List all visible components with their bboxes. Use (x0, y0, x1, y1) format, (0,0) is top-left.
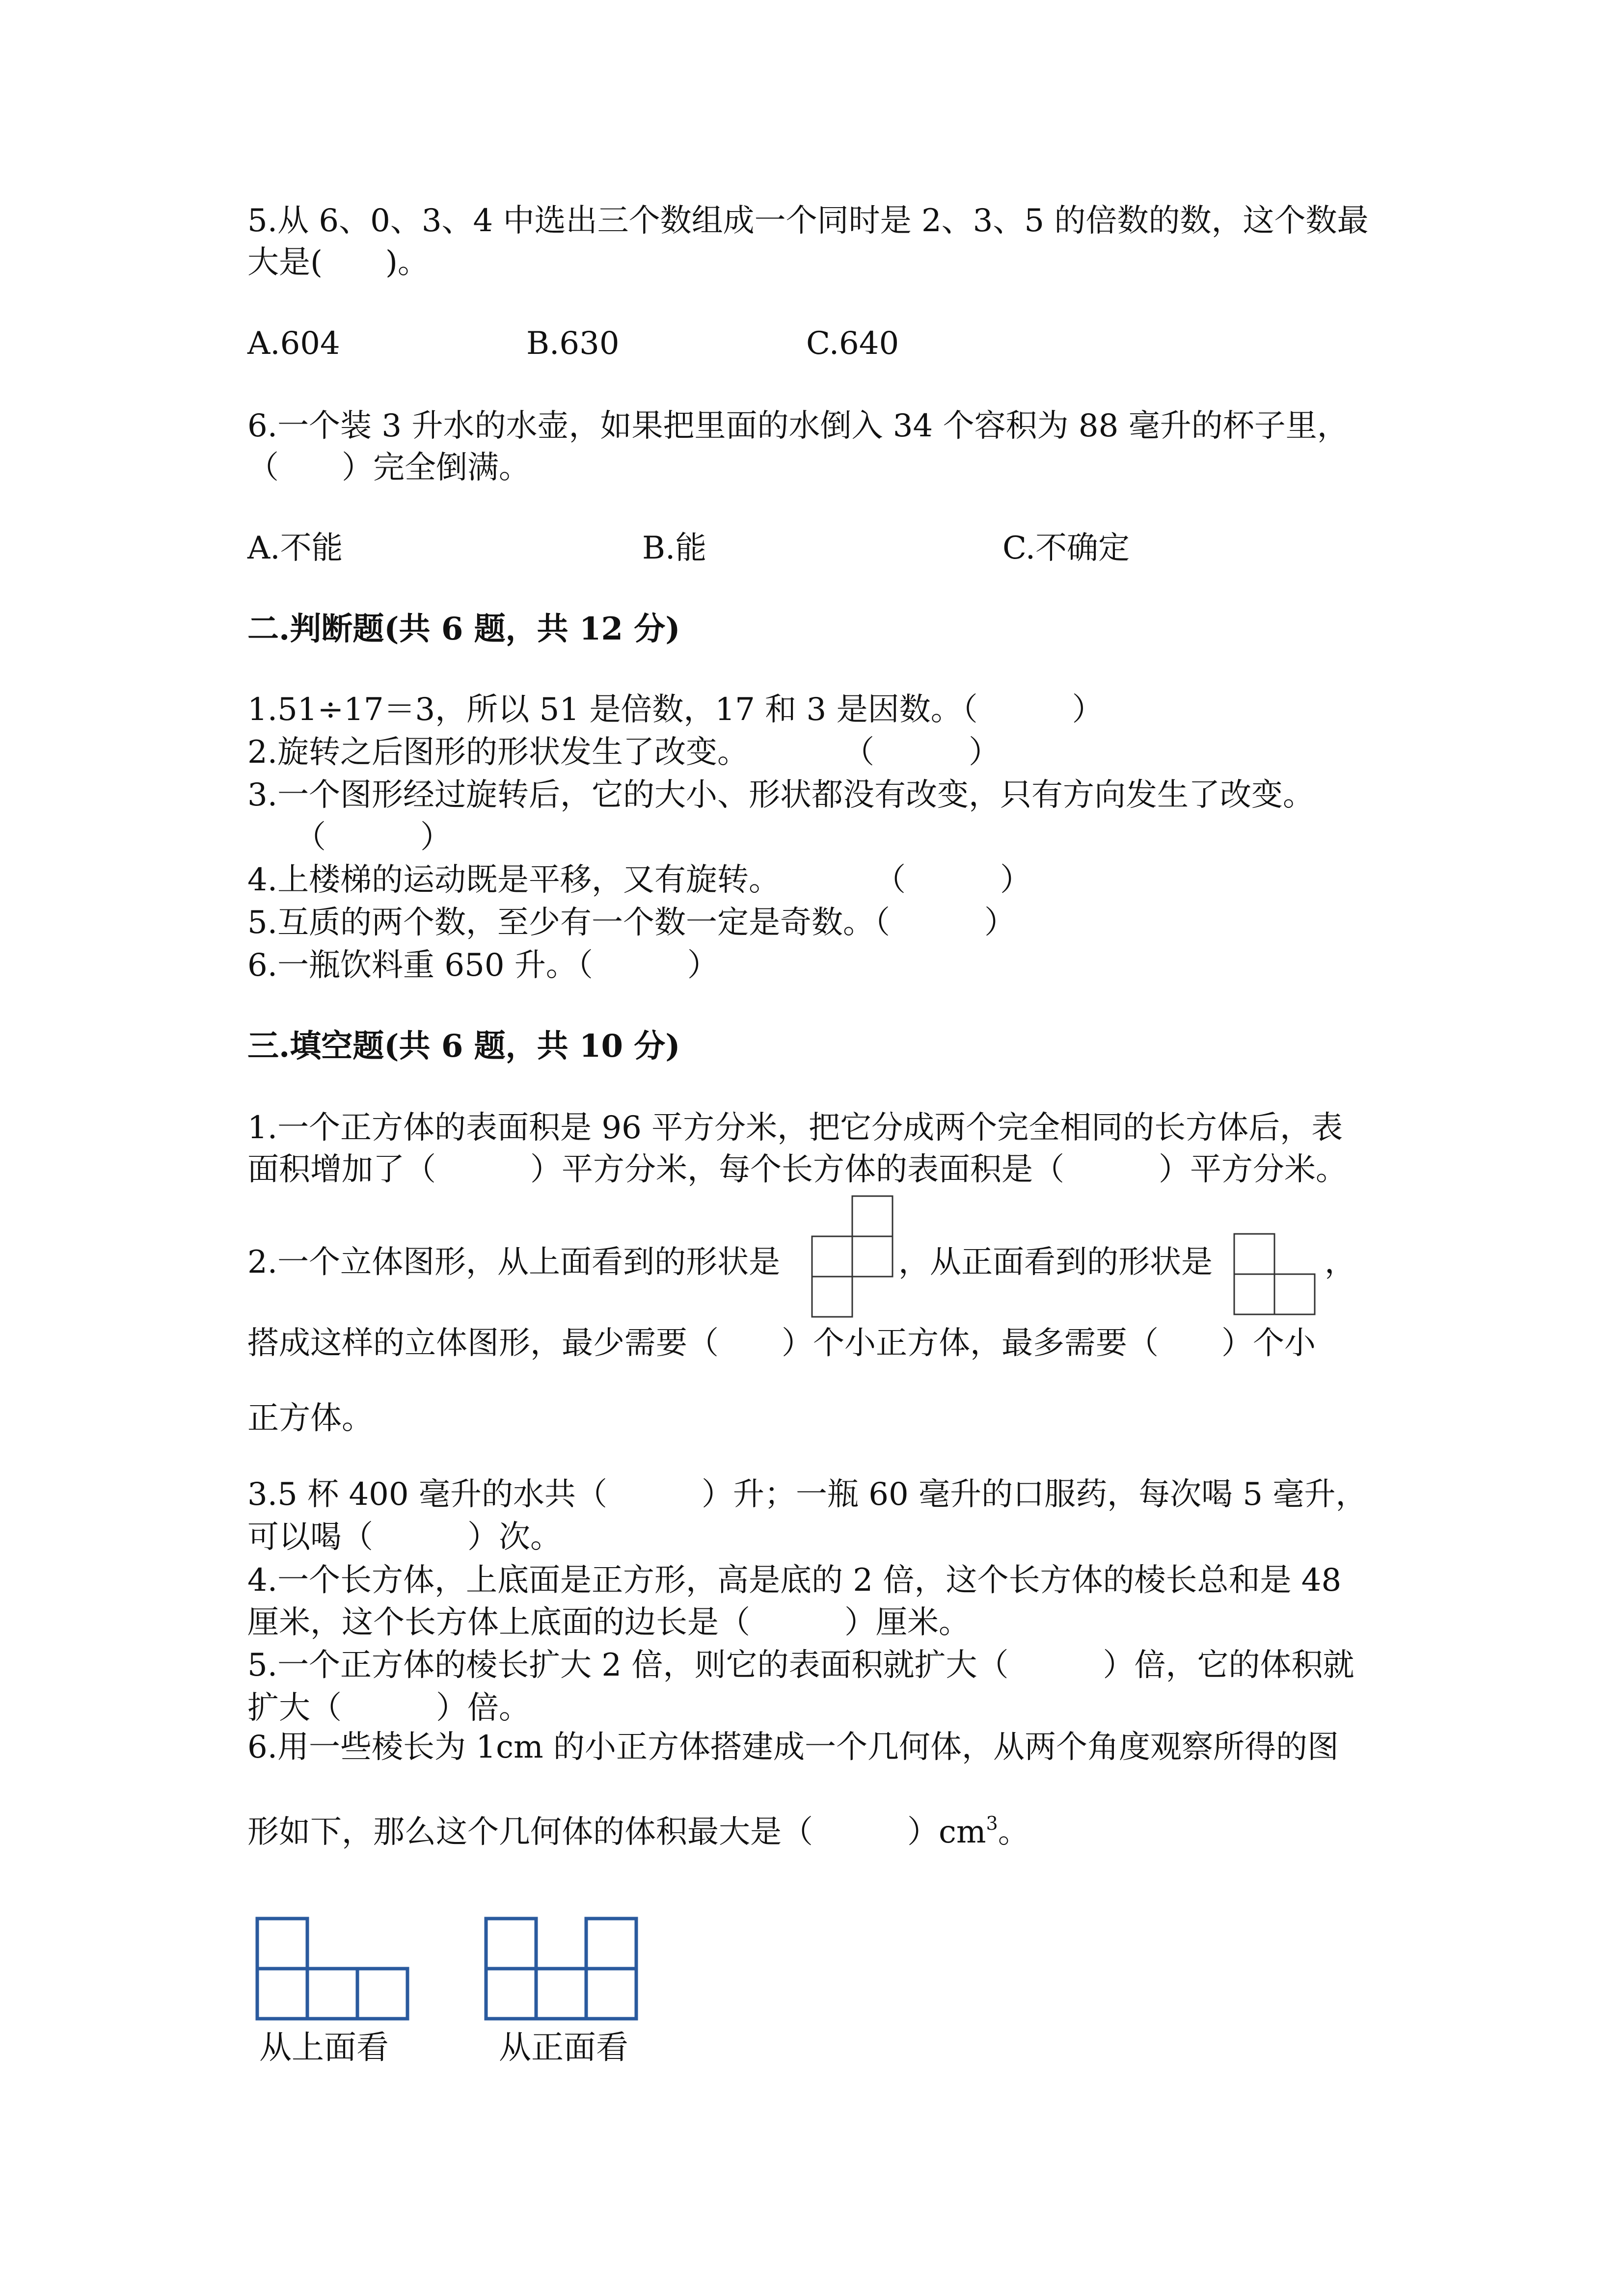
judge-item-5: 5.互质的两个数，至少有一个数一定是奇数。（ ） (247, 905, 1016, 941)
fill-q2-line3: 正方体。 (247, 1400, 373, 1437)
front-view-cell (586, 1969, 636, 2019)
inline-front-view-cell (1234, 1234, 1274, 1274)
judge-item-2: 2.旋转之后图形的形状发生了改变。 （ ） (247, 734, 1001, 771)
cubic-superscript: 3 (986, 1813, 998, 1834)
fill-q2-line2: 搭成这样的立体图形，最少需要（ ）个小正方体，最多需要（ ）个小 (247, 1325, 1316, 1362)
inline-top-view-cell (812, 1236, 852, 1277)
fill-q2-part2: ，从正面看到的形状是 (898, 1244, 1213, 1281)
fill-q5-line1: 5.一个正方体的棱长扩大 2 倍，则它的表面积就扩大（ ）倍，它的体积就 (247, 1647, 1354, 1683)
choice-q5-line1: 5.从 6、0、3、4 中选出三个数组成一个同时是 2、3、5 的倍数的数，这个数最 (247, 203, 1369, 239)
judge-item-3-bracket: （ ） (247, 819, 452, 855)
inline-front-view-cell (1234, 1274, 1274, 1314)
fill-q4-line2: 厘米，这个长方体上底面的边长是（ ）厘米。 (247, 1604, 970, 1641)
front-view-cell (486, 1969, 536, 2019)
front-view-label: 从正面看 (499, 2029, 628, 2066)
fill-q6-line2-end: 。 (998, 1814, 1029, 1850)
judge-section-title: 二.判断题(共 6 题，共 12 分) (247, 611, 680, 647)
fill-q5-line2: 扩大（ ）倍。 (247, 1690, 530, 1726)
top-view-figure (255, 1917, 410, 2023)
choice-q6-line2: （ ）完全倒满。 (247, 450, 530, 486)
choice-q5-option-b: B.630 (526, 325, 620, 362)
judge-item-3: 3.一个图形经过旋转后，它的大小、形状都没有改变，只有方向发生了改变。 (247, 777, 1315, 813)
top-view-label: 从上面看 (259, 2029, 389, 2066)
front-view-figure (484, 1917, 639, 2023)
fill-q2-part1: 2.一个立体图形，从上面看到的形状是 (247, 1244, 781, 1281)
fill-q3-line1: 3.5 杯 400 毫升的水共（ ）升；一瓶 60 毫升的口服药，每次喝 5 毫升， (247, 1476, 1367, 1513)
fill-q6-line1: 6.用一些棱长为 1cm 的小正方体搭建成一个几何体，从两个角度观察所得的图 (247, 1729, 1339, 1765)
top-view-cell (357, 1969, 407, 2019)
fill-q2-part3: ， (1325, 1244, 1356, 1281)
top-view-cell (307, 1969, 357, 2019)
fill-q3-line2: 可以喝（ ）次。 (247, 1519, 562, 1555)
top-view-cell (257, 1919, 307, 1969)
front-view-cell (586, 1919, 636, 1969)
top-view-cell (257, 1969, 307, 2019)
fill-q6-line2 (247, 1804, 1029, 1852)
choice-q6-option-c: C.不确定 (1002, 530, 1130, 566)
front-view-cell (536, 1969, 586, 2019)
inline-top-view-cell (812, 1277, 852, 1317)
fill-q1-line2: 面积增加了（ ）平方分米，每个长方体的表面积是（ ）平方分米。 (247, 1151, 1347, 1188)
inline-front-view-figure (1233, 1233, 1317, 1316)
inline-top-view-cell (852, 1196, 893, 1236)
choice-q6-option-b: B.能 (642, 530, 707, 566)
choice-q6-option-a: A.不能 (247, 530, 343, 566)
fill-q4-line1: 4.一个长方体，上底面是正方形，高是底的 2 倍，这个长方体的棱长总和是 48 (247, 1562, 1342, 1599)
inline-front-view-cell (1274, 1274, 1315, 1314)
judge-item-6: 6.一瓶饮料重 650 升。（ ） (247, 947, 719, 984)
choice-q6-line1: 6.一个装 3 升水的水壶，如果把里面的水倒入 34 个容积为 88 毫升的杯子里， (247, 408, 1349, 444)
judge-item-1: 1.51÷17＝3，所以 51 是倍数，17 和 3 是因数。（ ） (247, 692, 1104, 728)
inline-top-view-cell (852, 1236, 893, 1277)
fill-q1-line1: 1.一个正方体的表面积是 96 平方分米，把它分成两个完全相同的长方体后，表 (247, 1110, 1343, 1146)
judge-item-4: 4.上楼梯的运动既是平移，又有旋转。 （ ） (247, 862, 1032, 898)
fill-q6-line2-text: 形如下，那么这个几何体的体积最大是（ ）cm (247, 1814, 986, 1850)
front-view-cell (486, 1919, 536, 1969)
fill-section-title: 三.填空题(共 6 题，共 10 分) (247, 1028, 680, 1065)
choice-q5-option-a: A.604 (247, 325, 340, 362)
choice-q5-line2: 大是( )。 (247, 244, 429, 281)
inline-top-view-figure (811, 1195, 894, 1318)
choice-q5-option-c: C.640 (806, 325, 899, 362)
